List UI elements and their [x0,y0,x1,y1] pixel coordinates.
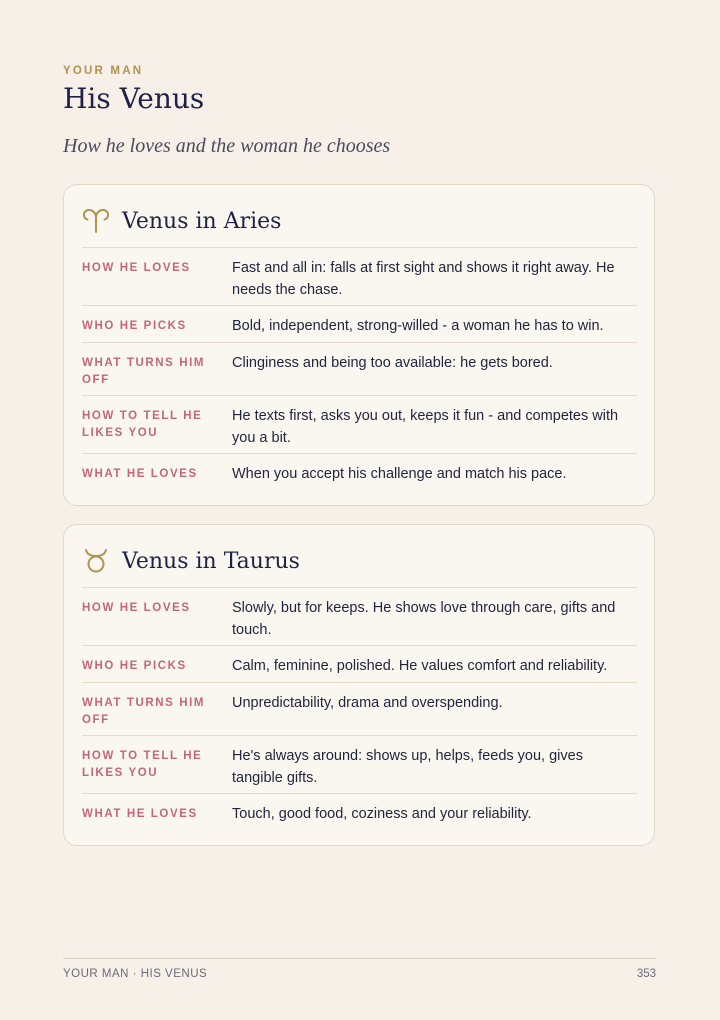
trait-label: HOW TO TELL HE LIKES YOU [82,410,203,439]
card-header [82,543,300,579]
trait-row [82,247,637,305]
trait-row [82,735,637,793]
trait-row [82,395,637,453]
card-header [82,203,281,239]
trait-label: WHAT TURNS HIM OFF [82,697,206,726]
trait-value: Slowly, but for keeps. He shows love through care, gifts and touch. [232,600,616,638]
venus-taurus-card [63,524,655,846]
eyebrow-label: YOUR MAN [63,65,144,77]
trait-list [82,247,637,493]
running-footer: YOUR MAN · HIS VENUS [63,968,208,980]
trait-row [82,342,637,395]
trait-label: HOW HE LOVES [82,602,191,614]
trait-row [82,682,637,735]
taurus-icon [82,547,110,575]
page-title: His Venus [63,82,205,115]
page-number: 353 [636,968,656,980]
card-title: Venus in Aries [122,208,282,234]
trait-label: WHAT HE LOVES [82,468,198,480]
card-title: Venus in Taurus [122,548,300,574]
aries-icon [82,207,110,235]
trait-row [82,587,637,645]
page-subtitle: How he loves and the woman he chooses [63,135,391,157]
trait-value: He texts first, asks you out, keeps it fun - and competes with you a bit. [232,408,619,446]
trait-label: HOW TO TELL HE LIKES YOU [82,750,203,779]
trait-value: Fast and all in: falls at first sight and shows it right away. He needs the chase. [232,260,615,298]
footer-divider [63,958,656,959]
trait-label: WHO HE PICKS [82,660,187,672]
venus-aries-card [63,184,655,506]
trait-value: He's always around: shows up, helps, feeds you, gives tangible gifts. [232,748,583,786]
trait-value: When you accept his challenge and match his pace. [232,466,567,482]
trait-value: Calm, feminine, polished. He values comfort and reliability. [232,658,608,674]
trait-value: Touch, good food, coziness and your reliability. [232,806,532,822]
trait-row [82,305,637,342]
trait-value: Clinginess and being too available: he gets bored. [232,355,553,371]
trait-list [82,587,637,833]
trait-row [82,453,637,493]
trait-value: Unpredictability, drama and overspending. [232,695,503,711]
trait-row [82,645,637,682]
trait-label: WHO HE PICKS [82,320,187,332]
trait-label: WHAT HE LOVES [82,808,198,820]
trait-label: HOW HE LOVES [82,262,191,274]
trait-label: WHAT TURNS HIM OFF [82,357,206,386]
trait-row [82,793,637,833]
trait-value: Bold, independent, strong-willed - a woman he has to win. [232,318,604,334]
